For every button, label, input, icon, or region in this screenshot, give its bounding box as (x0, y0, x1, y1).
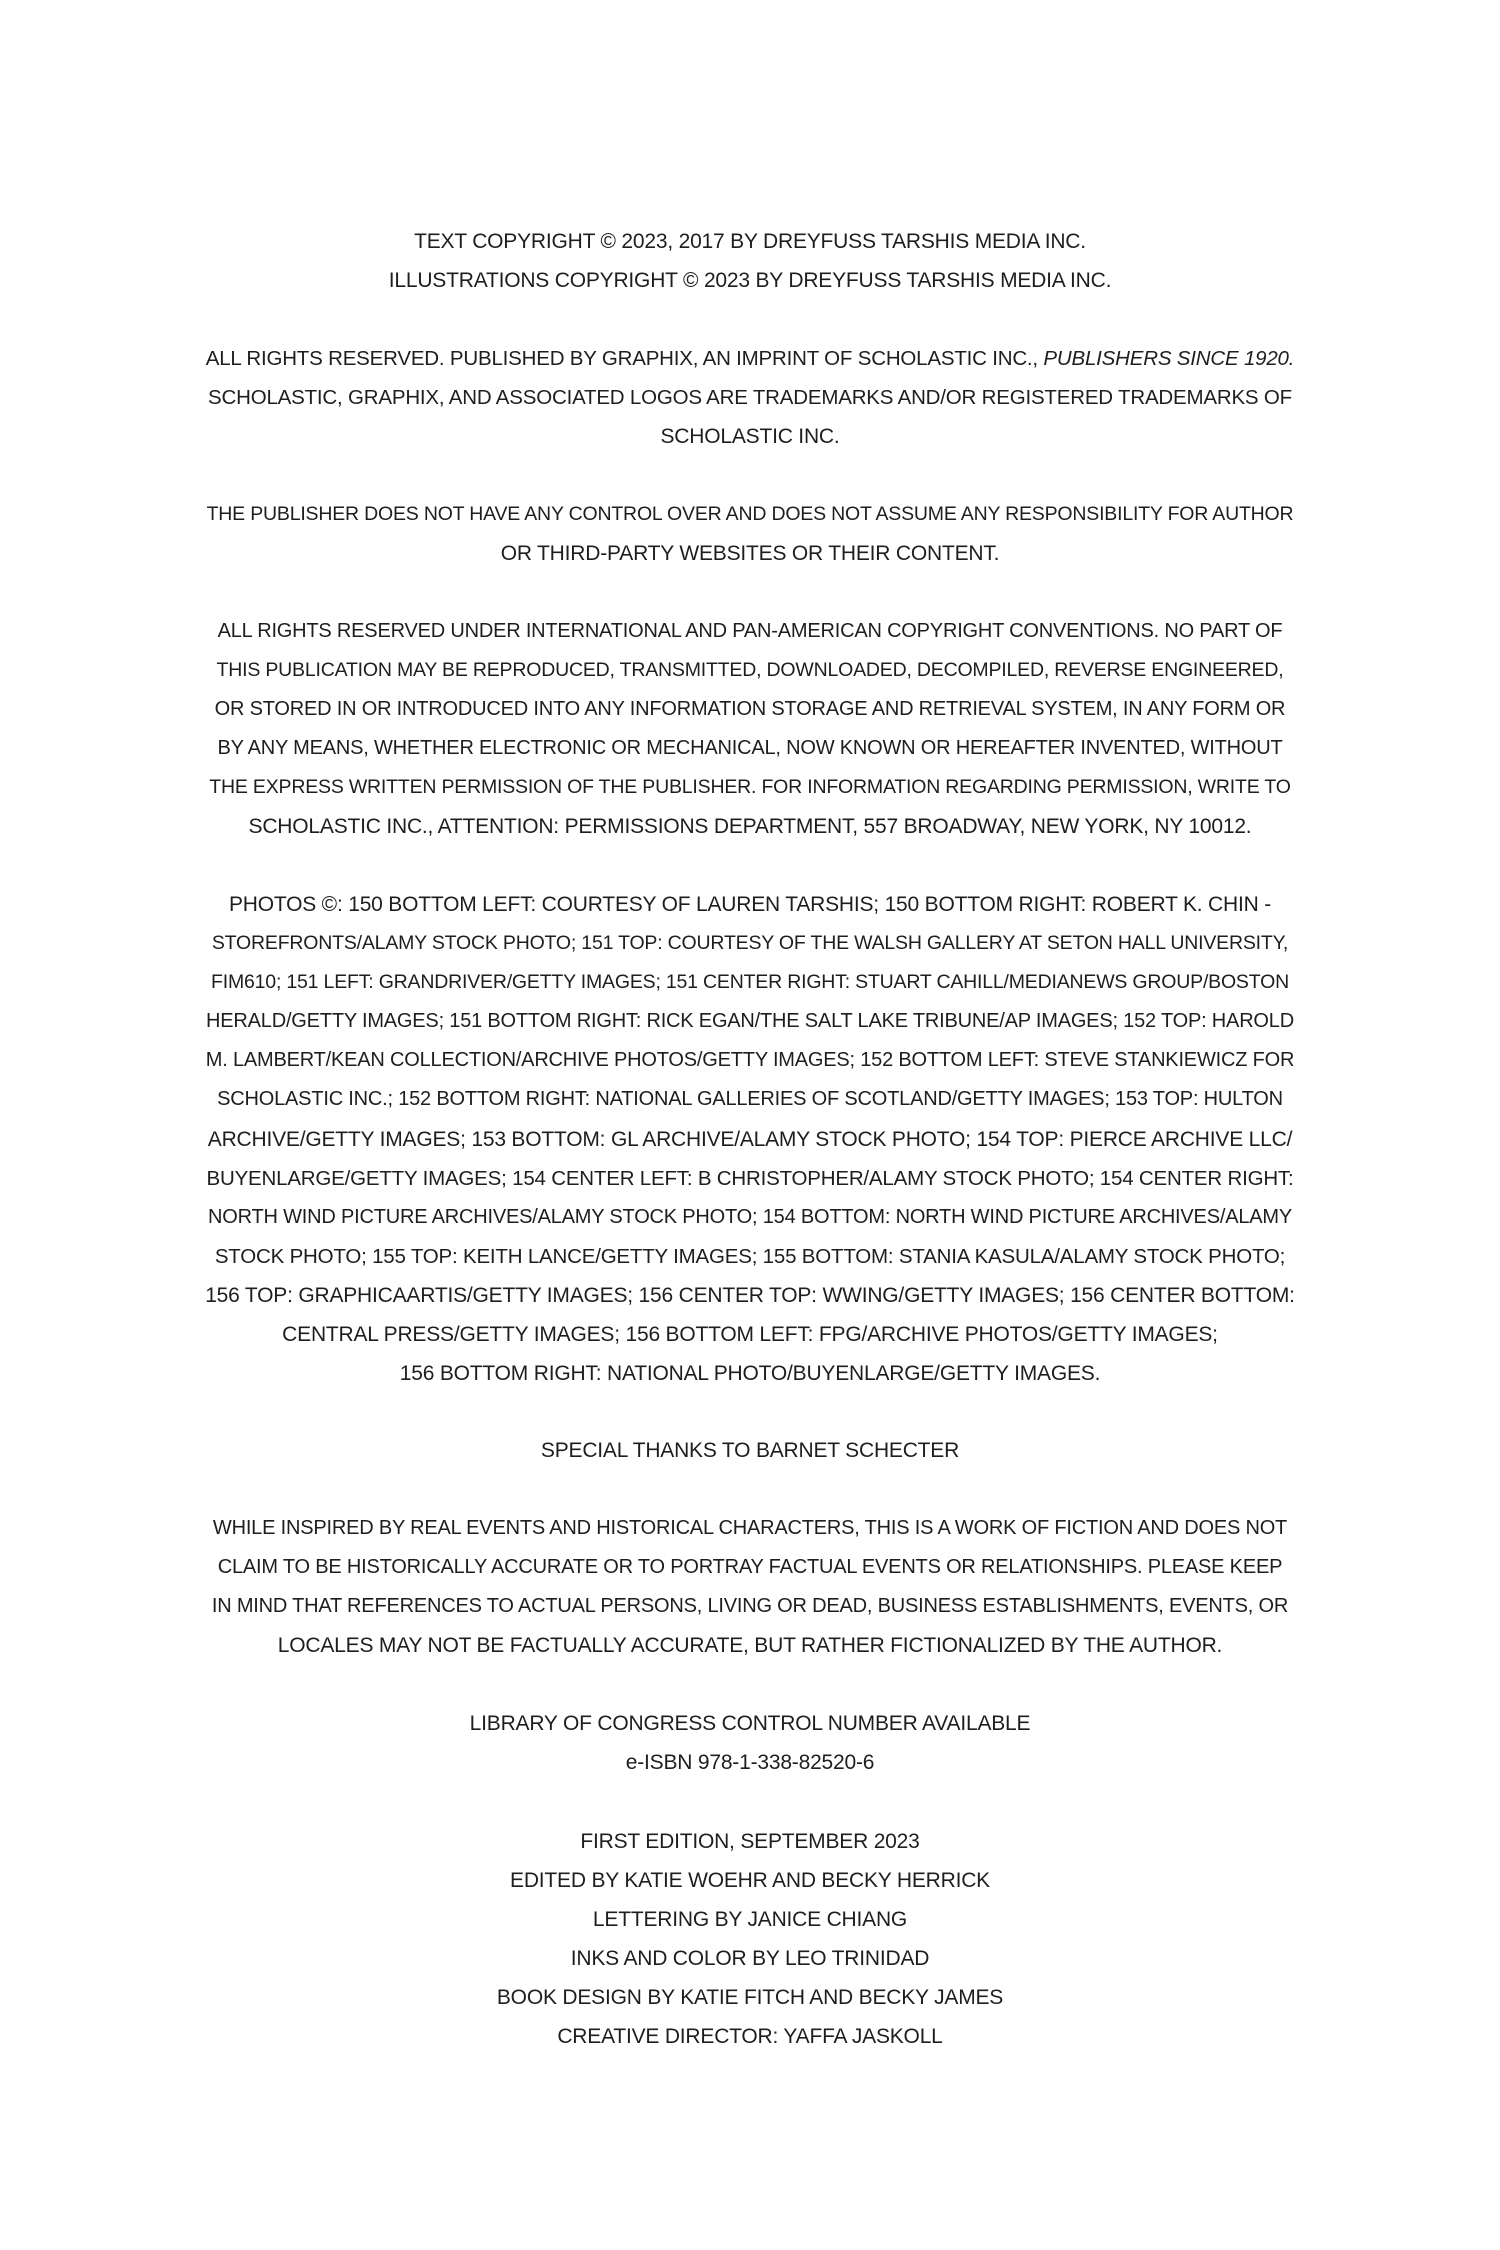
disclaimer-block (205, 495, 1295, 573)
rights-block (205, 339, 1295, 456)
fiction-line: IN MIND THAT REFERENCES TO ACTUAL PERSONS, LIVING OR DEAD, BUSINESS ESTABLISHMENTS, EVENTS, OR (211, 1595, 1289, 1618)
photo-credit-line: FIM610; 151 LEFT: GRANDRIVER/GETTY IMAGES; 151 CENTER RIGHT: STUART CAHILL/MEDIANEWS GROUP/BOSTON (211, 971, 1289, 994)
copyright-block (205, 222, 1295, 300)
editors-line: EDITED BY KATIE WOEHR AND BECKY HERRICK (510, 1869, 990, 1893)
photo-credit-line: 156 BOTTOM RIGHT: NATIONAL PHOTO/BUYENLARGE/GETTY IMAGES. (399, 1362, 1101, 1386)
fiction-line: WHILE INSPIRED BY REAL EVENTS AND HISTORICAL CHARACTERS, THIS IS A WORK OF FICTION AND DOES NOT (212, 1517, 1288, 1539)
thanks-block (205, 1431, 1295, 1470)
conventions-line: THIS PUBLICATION MAY BE REPRODUCED, TRANSMITTED, DOWNLOADED, DECOMPILED, REVERSE ENGINEERED, (216, 659, 1284, 682)
book-design-line: BOOK DESIGN BY KATIE FITCH AND BECKY JAMES (496, 1986, 1004, 2010)
disclaimer-line: THE PUBLISHER DOES NOT HAVE ANY CONTROL OVER AND DOES NOT ASSUME ANY RESPONSIBILITY FOR AUTHOR (206, 503, 1294, 525)
photo-credit-line: SCHOLASTIC INC.; 152 BOTTOM RIGHT: NATIONAL GALLERIES OF SCOTLAND/GETTY IMAGES; 153 TOP: HULTON (217, 1088, 1283, 1111)
rights-trademarks-line: SCHOLASTIC INC. (660, 425, 840, 449)
creative-director-line: CREATIVE DIRECTOR: YAFFA JASKOLL (557, 2025, 943, 2049)
disclaimer-line: OR THIRD-PARTY WEBSITES OR THEIR CONTENT. (500, 542, 1000, 566)
photo-credit-line: PHOTOS ©: 150 BOTTOM LEFT: COURTESY OF LAUREN TARSHIS; 150 BOTTOM RIGHT: ROBERT K. CHIN - (228, 893, 1272, 916)
credits-block (205, 1822, 1295, 2057)
library-block (205, 1704, 1295, 1782)
photo-credit-line: CENTRAL PRESS/GETTY IMAGES; 156 BOTTOM LEFT: FPG/ARCHIVE PHOTOS/GETTY IMAGES; (282, 1323, 1218, 1347)
library-control-number: LIBRARY OF CONGRESS CONTROL NUMBER AVAILABLE (469, 1712, 1031, 1735)
copyright-illustrations-line: ILLUSTRATIONS COPYRIGHT © 2023 BY DREYFUSS TARSHIS MEDIA INC. (388, 269, 1112, 293)
conventions-line: BY ANY MEANS, WHETHER ELECTRONIC OR MECHANICAL, NOW KNOWN OR HEREAFTER INVENTED, WITHOUT (217, 737, 1283, 760)
conventions-line: SCHOLASTIC INC., ATTENTION: PERMISSIONS DEPARTMENT, 557 BROADWAY, NEW YORK, NY 10012. (248, 815, 1252, 839)
photo-credit-line: NORTH WIND PICTURE ARCHIVES/ALAMY STOCK PHOTO; 154 BOTTOM: NORTH WIND PICTURE ARCHIVES/ALAMY (207, 1205, 1292, 1228)
rights-trademarks-line: SCHOLASTIC, GRAPHIX, AND ASSOCIATED LOGOS ARE TRADEMARKS AND/OR REGISTERED TRADEMARKS OF (208, 386, 1292, 410)
fiction-disclaimer-block (205, 1509, 1295, 1665)
photo-credit-line: 156 TOP: GRAPHICAARTIS/GETTY IMAGES; 156 CENTER TOP: WWING/GETTY IMAGES; 156 CENTER BOTTOM: (205, 1283, 1295, 1307)
photo-credits-block (205, 885, 1295, 1393)
conventions-block (205, 612, 1295, 847)
inks-color-line: INKS AND COLOR BY LEO TRINIDAD (570, 1947, 930, 1971)
conventions-line: ALL RIGHTS RESERVED UNDER INTERNATIONAL AND PAN-AMERICAN COPYRIGHT CONVENTIONS. NO PART OF (217, 620, 1283, 642)
lettering-line: LETTERING BY JANICE CHIANG (592, 1908, 908, 1932)
conventions-line: OR STORED IN OR INTRODUCED INTO ANY INFORMATION STORAGE AND RETRIEVAL SYSTEM, IN ANY FORM OR (214, 698, 1286, 721)
edition-line: FIRST EDITION, SEPTEMBER 2023 (580, 1830, 920, 1853)
photo-credit-line: BUYENLARGE/GETTY IMAGES; 154 CENTER LEFT: B CHRISTOPHER/ALAMY STOCK PHOTO; 154 CENTER RIGHT: (206, 1166, 1294, 1190)
photo-credit-line: STOCK PHOTO; 155 TOP: KEITH LANCE/GETTY IMAGES; 155 BOTTOM: STANIA KASULA/ALAMY STOCK PHOTO; (214, 1244, 1286, 1268)
isbn: e-ISBN 978-1-338-82520-6 (625, 1751, 875, 1775)
photo-credit-line: M. LAMBERT/KEAN COLLECTION/ARCHIVE PHOTOS/GETTY IMAGES; 152 BOTTOM LEFT: STEVE STANKIEWICZ FOR (205, 1049, 1295, 1072)
rights-publisher-text: ALL RIGHTS RESERVED. PUBLISHED BY GRAPHIX, AN IMPRINT OF SCHOLASTIC INC., (205, 347, 1044, 370)
photo-credit-line: STOREFRONTS/ALAMY STOCK PHOTO; 151 TOP: COURTESY OF THE WALSH GALLERY AT SETON HALL UNIVERSITY, (211, 932, 1289, 955)
copyright-text-line: TEXT COPYRIGHT © 2023, 2017 BY DREYFUSS TARSHIS MEDIA INC. (414, 230, 1086, 253)
conventions-line: THE EXPRESS WRITTEN PERMISSION OF THE PUBLISHER. FOR INFORMATION REGARDING PERMISSION, WRITE TO (209, 776, 1291, 799)
fiction-line: CLAIM TO BE HISTORICALLY ACCURATE OR TO PORTRAY FACTUAL EVENTS OR RELATIONSHIPS. PLEASE KEEP (217, 1556, 1283, 1579)
fiction-line: LOCALES MAY NOT BE FACTUALLY ACCURATE, BUT RATHER FICTIONALIZED BY THE AUTHOR. (277, 1634, 1223, 1658)
special-thanks-line: SPECIAL THANKS TO BARNET SCHECTER (540, 1439, 960, 1462)
photo-credit-line: HERALD/GETTY IMAGES; 151 BOTTOM RIGHT: RICK EGAN/THE SALT LAKE TRIBUNE/AP IMAGES; 152 TOP: HAROLD (206, 1010, 1294, 1033)
photo-credit-line: ARCHIVE/GETTY IMAGES; 153 BOTTOM: GL ARCHIVE/ALAMY STOCK PHOTO; 154 TOP: PIERCE ARCHIVE LLC/ (207, 1127, 1293, 1151)
publishers-since-text: PUBLISHERS SINCE 1920. (1043, 347, 1295, 370)
rights-publisher-line (205, 339, 1295, 378)
